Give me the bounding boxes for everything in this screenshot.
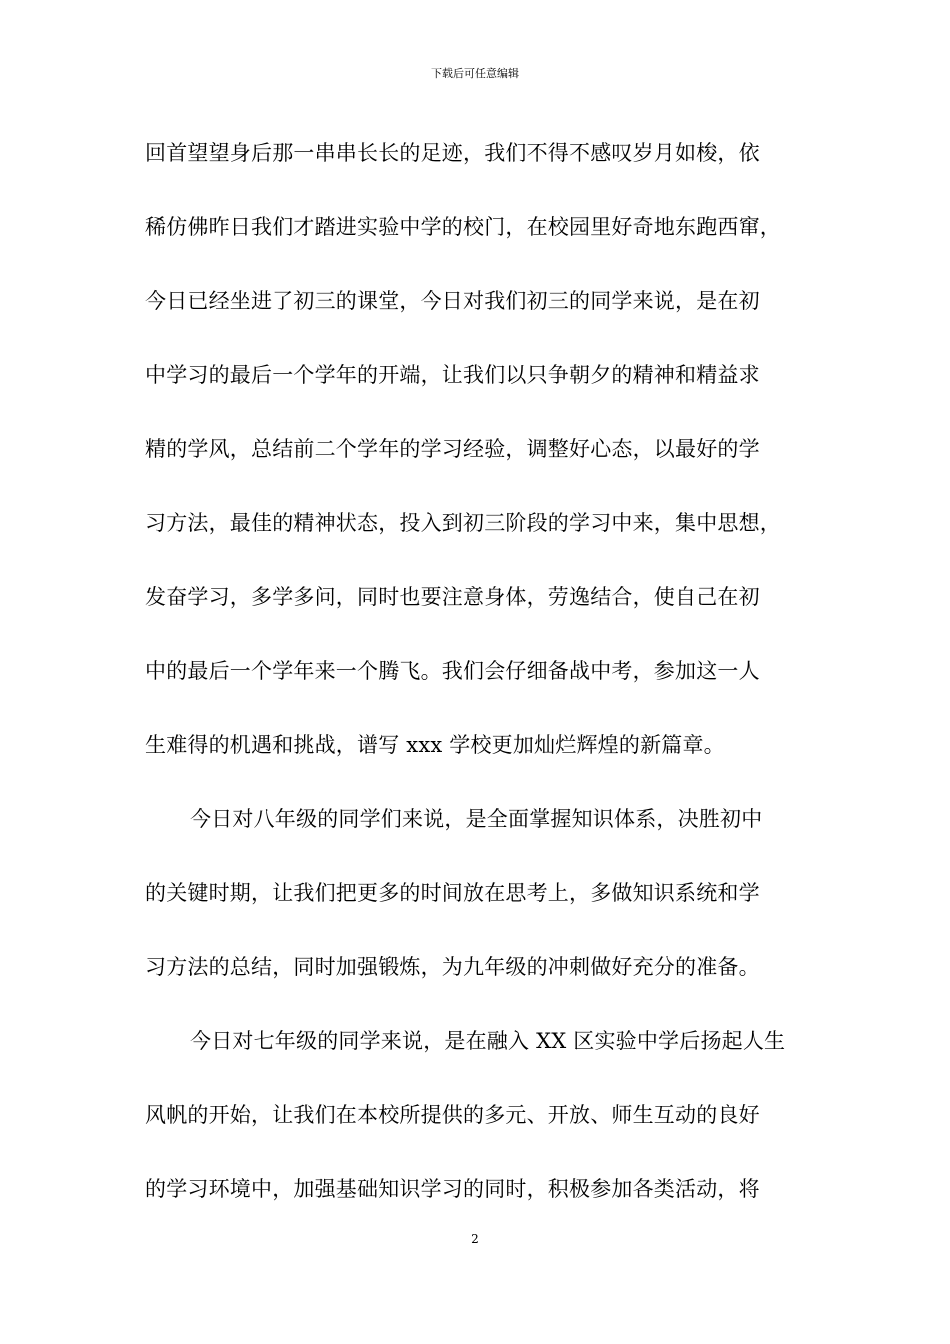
paragraph-2-line-2: 的关键时期，让我们把更多的时间放在思考上，多做知识系统和学 xyxy=(145,881,760,905)
paragraph-1-line-4: 中学习的最后一个学年的开端，让我们以只争朝夕的精神和精益求 xyxy=(145,363,760,387)
paragraph-1-line-5: 精的学风，总结前二个学年的学习经验，调整好心态，以最好的学 xyxy=(145,437,760,461)
paragraph-1-line-7: 发奋学习，多学多问，同时也要注意身体，劳逸结合，使自己在初 xyxy=(145,585,760,609)
paragraph-2-line-1: 今日对八年级的同学们来说，是全面掌握知识体系，决胜初中 xyxy=(190,807,763,831)
paragraph-1-line-8: 中的最后一个学年来一个腾飞。我们会仔细备战中考，参加这一人 xyxy=(145,659,760,683)
paragraph-2-line-3: 习方法的总结，同时加强锻炼，为九年级的冲刺做好充分的准备。 xyxy=(145,955,760,979)
paragraph-1-line-9: 生难得的机遇和挑战，谱写 xxx 学校更加灿烂辉煌的新篇章。 xyxy=(145,733,725,757)
paragraph-1-line-6: 习方法，最佳的精神状态，投入到初三阶段的学习中来，集中思想， xyxy=(145,511,781,535)
document-body xyxy=(145,133,825,1243)
paragraph-1-line-2: 稀仿佛昨日我们才踏进实验中学的校门，在校园里好奇地东跑西窜， xyxy=(145,215,781,239)
paragraph-1-line-3: 今日已经坐进了初三的课堂，今日对我们初三的同学来说，是在初 xyxy=(145,289,760,313)
paragraph-3-line-1: 今日对七年级的同学来说，是在融入 XX 区实验中学后扬起人生 xyxy=(190,1029,786,1053)
paragraph-1-line-1: 回首望望身后那一串串长长的足迹，我们不得不感叹岁月如梭，依 xyxy=(145,141,760,165)
page-header: 下载后可任意编辑 xyxy=(431,67,519,80)
paragraph-3-line-3: 的学习环境中，加强基础知识学习的同时，积极参加各类活动，将 xyxy=(145,1177,760,1201)
paragraph-3-line-2: 风帆的开始，让我们在本校所提供的多元、开放、师生互动的良好 xyxy=(145,1103,760,1127)
page-number: 2 xyxy=(471,1232,479,1246)
